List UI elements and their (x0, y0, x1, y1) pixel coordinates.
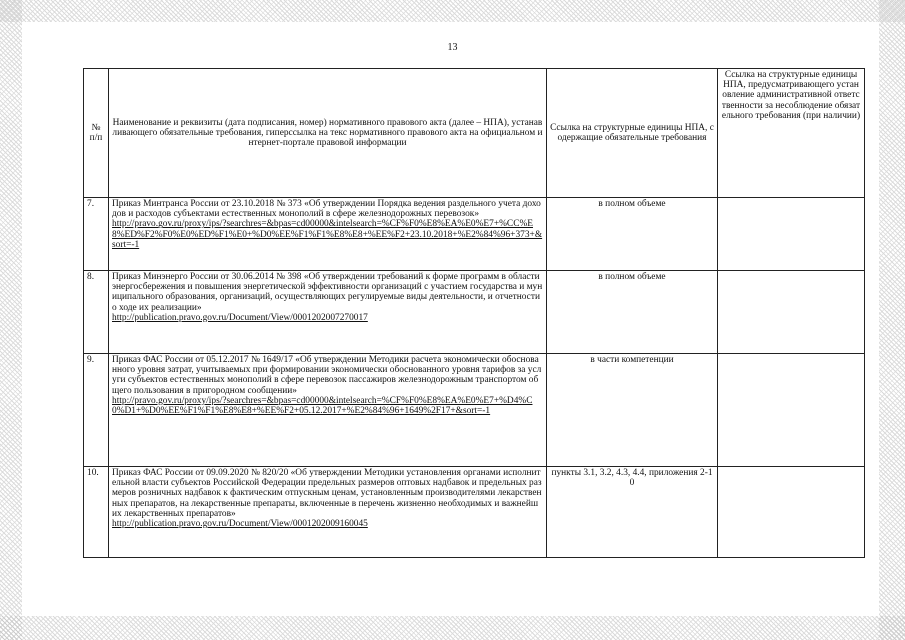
act-title: Приказ Минэнерго России от 30.06.2014 № 398 «Об утверждении требований к форме программ в области энергосбережения и повышения энергетической эффективности организаций с участием государства и муниципального образования, организаций, осуществляющих регулируемые виды деятельности, и отчетности о ходе их реализации» (112, 272, 543, 313)
structural-units: в полном объеме (547, 271, 718, 354)
act-title: Приказ Минтранса России от 23.10.2018 № 373 «Об утверждении Порядка ведения раздельного учета доходов и расходов субъектами естественных монополий в сфере железнодорожных перевозок» (112, 199, 541, 220)
scan-noise-right (879, 0, 905, 640)
table-header-row (84, 69, 865, 198)
row-act-cell (109, 198, 547, 271)
scan-noise-left (0, 0, 22, 640)
act-hyperlink[interactable]: http://pravo.gov.ru/proxy/ips/?searchres=&bpas=cd00000&intelsearch=%CF%F0%E8%EA%E0%E7+%CC%E8%ED%F2%F0%E0%ED%F1%E0+%D0%EE%F1%F1%E8%E8+%EE%F2+23.10.2018+%E2%84%96+373+&sort=-1 (112, 219, 543, 250)
act-title: Приказ ФАС России от 05.12.2017 № 1649/17 «Об утверждении Методики расчета экономически обоснованного уровня затрат, учитываемых при формировании экономически обоснованного уровня тарифов за услуги субъектов естественных монополий в сфере перевозок пассажиров железнодорожным транспортом общего пользования в пригородном сообщении» (112, 355, 542, 396)
table-row (84, 271, 865, 354)
act-hyperlink[interactable]: http://publication.pravo.gov.ru/Document/View/0001202009160045 (112, 519, 368, 530)
structural-units: в полном объеме (547, 198, 718, 271)
table-row (84, 354, 865, 467)
page-number: 13 (447, 42, 458, 53)
row-number: 10. (84, 467, 109, 558)
responsibility-units (718, 271, 865, 354)
row-number: 9. (84, 354, 109, 467)
row-act-cell (109, 467, 547, 558)
responsibility-units (718, 198, 865, 271)
header-name: Наименование и реквизиты (дата подписания, номер) нормативного правового акта (далее – НПА), устанавливающего обязательные требования, гиперссылка на текс нормативного правового акта на официальном интернет-портале правовой информации (109, 69, 547, 198)
structural-units: в части компетенции (547, 354, 718, 467)
responsibility-units (718, 467, 865, 558)
table-row (84, 198, 865, 271)
row-number: 8. (84, 271, 109, 354)
act-title: Приказ ФАС России от 09.09.2020 № 820/20 «Об утверждении Методики установления органами исполнительной власти субъектов Российской Федерации предельных размеров оптовых надбавок и предельных размеров розничных надбавок к фактическим отпускным ценам, установленным производителями лекарственных препаратов, на лекарственные препараты, включенные в перечень жизненно необходимых и важнейших лекарственных препаратов» (112, 468, 542, 519)
table-row (84, 467, 865, 558)
row-act-cell (109, 271, 547, 354)
responsibility-units (718, 354, 865, 467)
header-num: № п/п (84, 69, 109, 198)
row-act-cell (109, 354, 547, 467)
scan-noise-top (0, 0, 905, 22)
structural-units: пункты 3.1, 3.2, 4.3, 4.4, приложения 2-10 (547, 467, 718, 558)
act-hyperlink[interactable]: http://publication.pravo.gov.ru/Document/View/0001202007270017 (112, 312, 368, 323)
scan-noise-bottom (0, 616, 905, 640)
row-number: 7. (84, 198, 109, 271)
act-hyperlink[interactable]: http://pravo.gov.ru/proxy/ips/?searchres=&bpas=cd00000&intelsearch=%CF%F0%E8%EA%E0%E7+%D4%C0%D1+%D0%EE%F1%F1%E8%E8+%EE%F2+05.12.2017+%E2%84%96+1649%2F17+&sort=-1 (112, 395, 533, 417)
npa-table (83, 68, 865, 558)
header-link: Ссылка на структурные единицы НПА, содержащие обязательные требования (547, 69, 718, 198)
header-responsibility: Ссылка на структурные единицы НПА, предусматривающего установление административной ответственности за несоблюдение обязательного требования (при наличии) (718, 69, 865, 198)
